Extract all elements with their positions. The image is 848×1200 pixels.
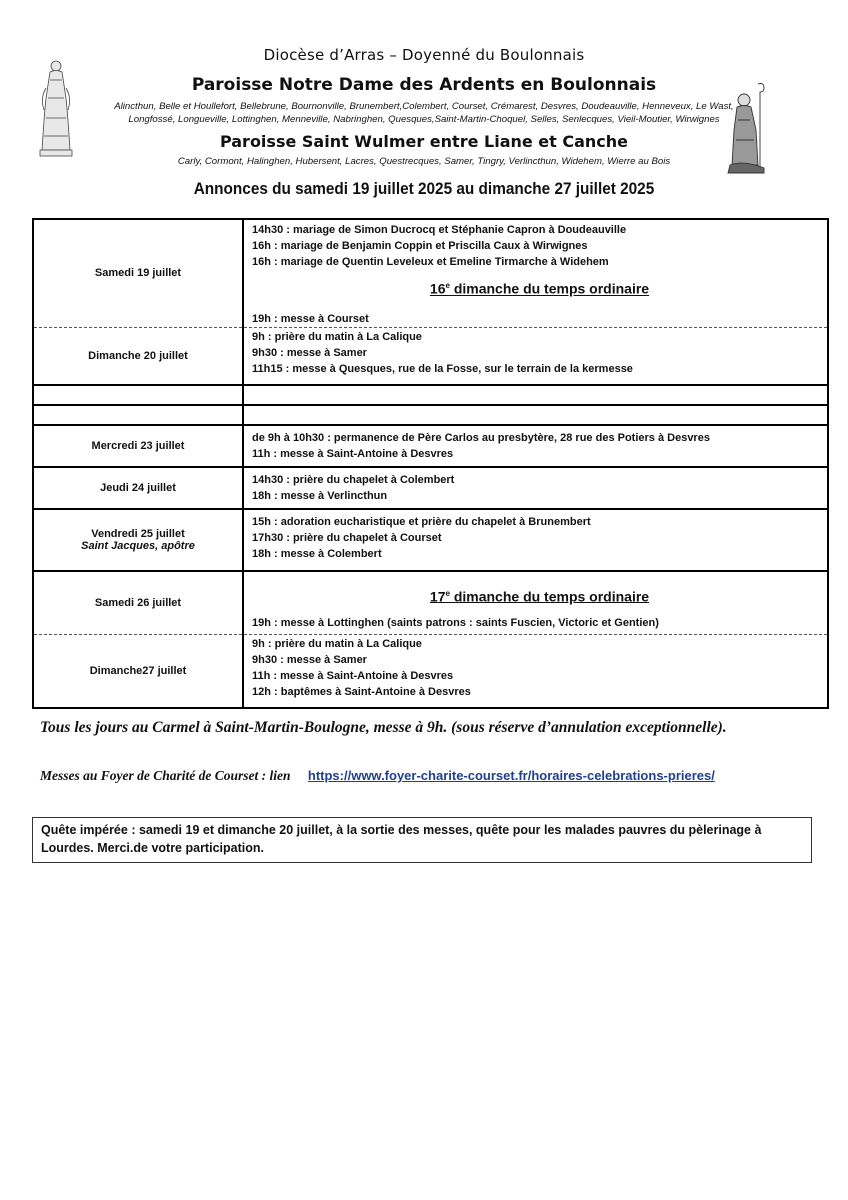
parish2-villages: Carly, Cormont, Halinghen, Hubersent, Lacres, Questrecques, Samer, Tingry, Verlincthun, Widehem, Wierre au Bois [177, 156, 671, 167]
events-cell [243, 219, 828, 327]
table-row-wed23 [33, 425, 828, 467]
event-line: 18h : messe à Verlincthun [252, 489, 388, 502]
day-cell [33, 509, 243, 571]
parish2-title: Paroisse Saint Wulmer entre Liane et Canche [219, 132, 629, 151]
events-cell [243, 634, 828, 708]
event-line: 11h : messe à Saint-Antoine à Desvres [252, 447, 454, 460]
day-cell [33, 425, 243, 467]
event-line: 17h30 : prière du chapelet à Courset [252, 531, 442, 544]
table-row-sun27 [33, 634, 828, 708]
foyer-link[interactable]: https://www.foyer-charite-courset.fr/horaires-celebrations-prieres/ [307, 768, 715, 783]
event-line: 19h : messe à Lottinghen (saints patrons : saints Fuscien, Victoric et Gentien) [252, 617, 659, 630]
event-line: 14h30 : mariage de Simon Ducrocq et Stéphanie Capron à Doudeauville [252, 224, 627, 236]
event-line: 11h15 : messe à Quesques, rue de la Fosse, sur le terrain de la kermesse [252, 362, 633, 375]
day-label: Dimanche27 juillet [89, 664, 187, 677]
sunday-heading: 17e dimanche du temps ordinaire [429, 588, 650, 605]
events-cell [243, 425, 828, 467]
parish1-title: Paroisse Notre Dame des Ardents en Boulonnais [191, 75, 657, 95]
event-line: 16h : mariage de Quentin Leveleux et Emeline Tirmarche à Widehem [252, 256, 609, 268]
foyer-note [40, 768, 715, 784]
event-line: 19h : messe à Courset [252, 312, 369, 325]
event-line: 14h30 : prière du chapelet à Colembert [252, 473, 455, 486]
day-cell [33, 467, 243, 509]
table-row-sat26 [33, 571, 828, 635]
events-cell [243, 509, 828, 571]
event-line: 9h30 : messe à Samer [252, 346, 367, 359]
day-label: Dimanche 20 juillet [88, 349, 188, 362]
carmel-note: Tous les jours au Carmel à Saint-Martin-Boulogne, messe à 9h. (sous réserve d’annulation exceptionnelle). [40, 719, 727, 736]
parish1-villages-line2: Longfossé, Longueville, Lottinghen, Menneville, Nabringhen, Quesques,Saint-Martin-Choquel, Selles, Senlecques, Vieil-Moutier, Wirwignes [128, 114, 720, 125]
table-row-thu24 [33, 467, 828, 509]
day-cell [33, 634, 243, 708]
sunday-heading: 16e dimanche du temps ordinaire [429, 280, 650, 297]
foyer-label: Messes au Foyer de Charité de Courset : lien [40, 768, 291, 783]
event-line: de 9h à 10h30 : permanence de Père Carlos au presbytère, 28 rue des Potiers à Desvres [252, 431, 710, 444]
day-label: Samedi 26 juillet [94, 596, 182, 609]
events-cell [243, 327, 828, 385]
event-line: 12h : baptêmes à Saint-Antoine à Desvres [252, 685, 471, 698]
day-cell [33, 219, 243, 327]
events-cell [243, 571, 828, 635]
day-cell [33, 571, 243, 635]
event-line: 9h30 : messe à Samer [252, 653, 367, 666]
quete-box: Quête impérée : samedi 19 et dimanche 20 juillet, à la sortie des messes, quête pour les malades pauvres du pèlerinage à Lourdes. Merci.de votre participation. [32, 817, 812, 863]
schedule-table [32, 218, 829, 709]
announcement-title: Annonces du samedi 19 juillet 2025 au dimanche 27 juillet 2025 [193, 180, 655, 198]
day-label: Samedi 19 juillet [94, 267, 182, 280]
events-cell [243, 467, 828, 509]
day-label: Jeudi 24 juillet [100, 481, 176, 494]
day-label: Vendredi 25 juillet [91, 527, 185, 540]
event-line: 16h : mariage de Benjamin Coppin et Priscilla Caux à Wirwignes [252, 240, 588, 252]
table-row-sun20 [33, 327, 828, 385]
day-cell [33, 327, 243, 385]
table-row-fri25 [33, 509, 828, 571]
table-row-empty [33, 405, 828, 425]
parish1-villages [100, 100, 748, 126]
event-line: 11h : messe à Saint-Antoine à Desvres [252, 669, 454, 682]
table-row-empty [33, 385, 828, 405]
day-label: Mercredi 23 juillet [91, 439, 185, 452]
parish1-villages-line1: Alincthun, Belle et Houllefort, Bellebrune, Bournonville, Brunembert,Colembert, Courset, Crémarest, Desvres, Doudeauville, Henneveux, Le Wast, [114, 101, 734, 112]
feast-label: Saint Jacques, apôtre [81, 539, 195, 552]
event-line: 9h : prière du matin à La Calique [252, 330, 422, 343]
event-line: 18h : messe à Colembert [252, 547, 382, 560]
event-line: 9h : prière du matin à La Calique [252, 637, 422, 650]
event-line: 15h : adoration eucharistique et prière du chapelet à Brunembert [252, 515, 591, 528]
diocese-title: Diocèse d’Arras – Doyenné du Boulonnais [263, 46, 585, 64]
table-row-sat19 [33, 219, 828, 327]
